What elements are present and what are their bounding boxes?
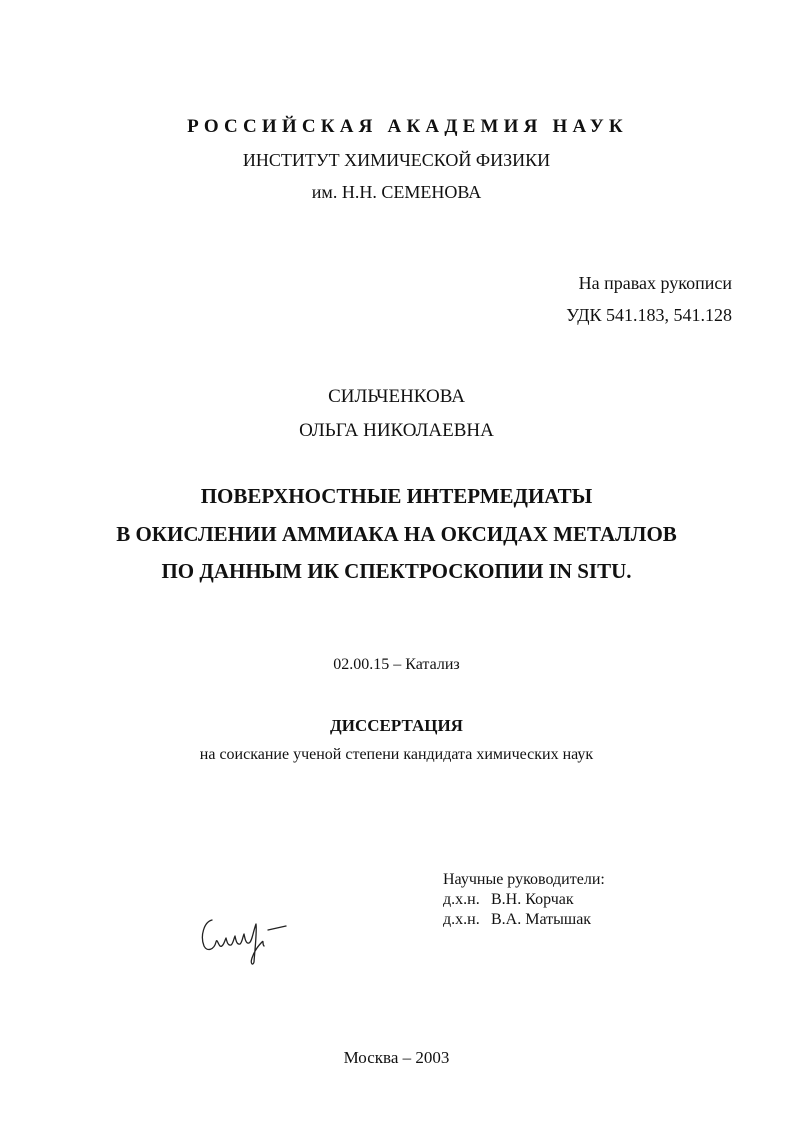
author-given-names: ОЛЬГА НИКОЛАЕВНА xyxy=(299,420,494,441)
supervisors-block xyxy=(443,870,605,930)
specialty-code: 02.00.15 – Катализ xyxy=(333,656,460,673)
supervisor-degree: д.х.н. xyxy=(443,891,480,908)
institute-name: ИНСТИТУТ ХИМИЧЕСКОЙ ФИЗИКИ xyxy=(242,150,551,170)
handwritten-signature xyxy=(198,908,298,968)
thesis-title-line-3: ПО ДАННЫМ ИК СПЕКТРОСКОПИИ IN SITU. xyxy=(161,559,632,583)
author-surname: СИЛЬЧЕНКОВА xyxy=(328,386,465,407)
institute-named-after: им. Н.Н. СЕМЕНОВА xyxy=(311,182,482,202)
academy-name: РОССИЙСКАЯ АКАДЕМИЯ НАУК xyxy=(187,116,628,137)
manuscript-rights: На правах рукописи xyxy=(578,273,732,293)
city-year: Москва – 2003 xyxy=(343,1048,450,1067)
supervisor-name: В.Н. Корчак xyxy=(491,891,574,908)
thesis-title-line-1: ПОВЕРХНОСТНЫЕ ИНТЕРМЕДИАТЫ xyxy=(200,484,593,508)
thesis-title-line-2: В ОКИСЛЕНИИ АММИАКА НА ОКСИДАХ МЕТАЛЛОВ xyxy=(116,522,677,546)
document-type: ДИССЕРТАЦИЯ xyxy=(330,716,463,735)
supervisors-heading: Научные руководители: xyxy=(443,871,605,888)
supervisor-name: В.А. Матышак xyxy=(491,911,592,928)
udk-code: УДК 541.183, 541.128 xyxy=(566,305,732,325)
degree-statement: на соискание ученой степени кандидата химических наук xyxy=(199,746,594,763)
supervisor-degree: д.х.н. xyxy=(443,911,480,928)
supervisor-row xyxy=(443,910,605,930)
supervisor-row xyxy=(443,890,605,910)
